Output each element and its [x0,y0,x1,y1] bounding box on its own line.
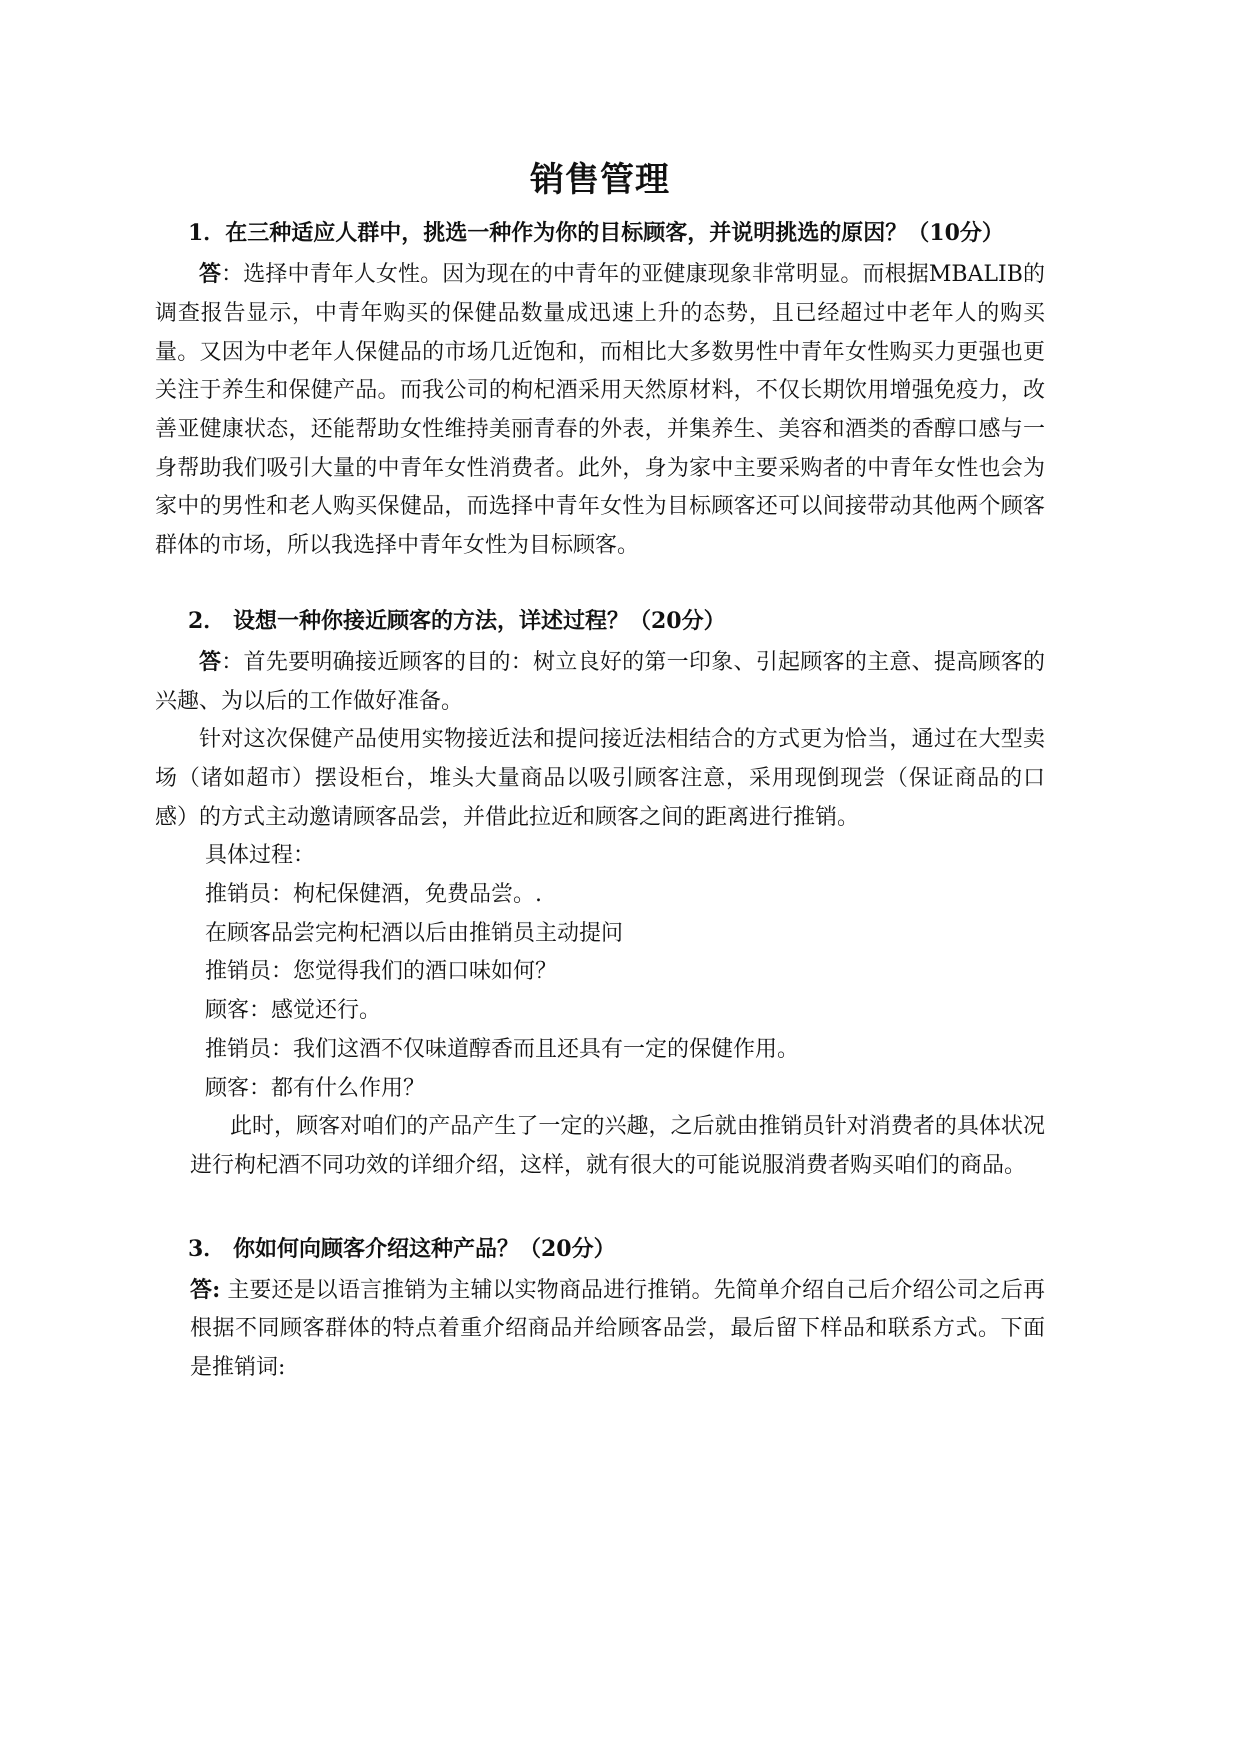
answer-3-text: 主要还是以语言推销为主辅以实物商品进行推销。先简单介绍自己后介绍公司之后再根据不同顾客群体的特点着重介绍商品并给顾客品尝，最后留下样品和联系方式。下面是推销词: [190,1277,1046,1381]
answer-2-text: ：首先要明确接近顾客的目的：树立良好的第一印象、引起顾客的主意、提高顾客的兴趣、为以后的工作做好准备。 [155,649,1045,714]
dialogue-line: 顾客：感觉还行。 [205,998,382,1024]
dialogue-line: 在顾客品尝完枸杞酒以后由推销员主动提问 [205,920,624,946]
answer-2 [155,643,1045,721]
dialogue-line: 顾客：都有什么作用？ [205,1075,426,1101]
answer-3-label: 答: [190,1276,221,1303]
answer-1-text: ：选择中青年人女性。因为现在的中青年的亚健康现象非常明显。而根据MBALIB的调查报告显示，中青年购买的保健品数量成迅速上升的态势，且已经超过中老年人的购买量。又因为中老年人保健品的市场几近饱和，而相比大多数男性中青年女性购买力更强也更关注于养生和保健产品。而我公司的枸杞酒采用天然原材料，不仅长期饮用增强免疫力，改善亚健康状态，还能帮助女性维持美丽青春的外表，并集养生、美容和酒类的香醇口感与一身帮助我们吸引大量的中青年女性消费者。此外，身为家中主要采购者的中青年女性也会为家中的男性和老人购买保健品，而选择中青年女性为目标顾客还可以间接带动其他两个顾客群体的市场，所以我选择中青年女性为目标顾客。 [155,262,1045,559]
document-page [155,158,1045,1388]
dialogue-line: 推销员：您觉得我们的酒口味如何？ [205,959,558,985]
document-title: 销售管理 [530,160,670,200]
answer-3 [155,1271,1045,1388]
question-2: 2． 设想一种你接近顾客的方法，详述过程？（20分） [188,607,726,634]
dialogue-line: 推销员：枸杞保健酒，免费品尝。. [205,882,542,908]
answer-2-closing: 此时，顾客对咱们的产品产生了一定的兴趣，之后就由推销员针对消费者的具体状况进行枸杞酒不同功效的详细介绍，这样，就有很大的可能说服消费者购买咱们的商品。 [190,1114,1045,1178]
answer-1-label: 答 [199,261,222,288]
dialogue-line: 具体过程： [205,843,316,869]
answer-1 [155,255,1045,566]
answer-2-label: 答 [199,648,222,675]
dialogue-line: 推销员：我们这酒不仅味道醇香而且还具有一定的保健作用。 [205,1036,800,1062]
question-3: 3． 你如何向顾客介绍这种产品？（20分） [188,1235,616,1262]
question-1: 1．在三种适应人群中，挑选一种作为你的目标顾客，并说明挑选的原因？（10分） [188,220,1004,247]
answer-2-paragraph-2: 针对这次保健产品使用实物接近法和提问接近法相结合的方式更为恰当，通过在大型卖场（诸如超市）摆设柜台，堆头大量商品以吸引顾客注意，采用现倒现尝（保证商品的口感）的方式主动邀请顾客品尝，并借此拉近和顾客之间的距离进行推销。 [155,727,1045,830]
